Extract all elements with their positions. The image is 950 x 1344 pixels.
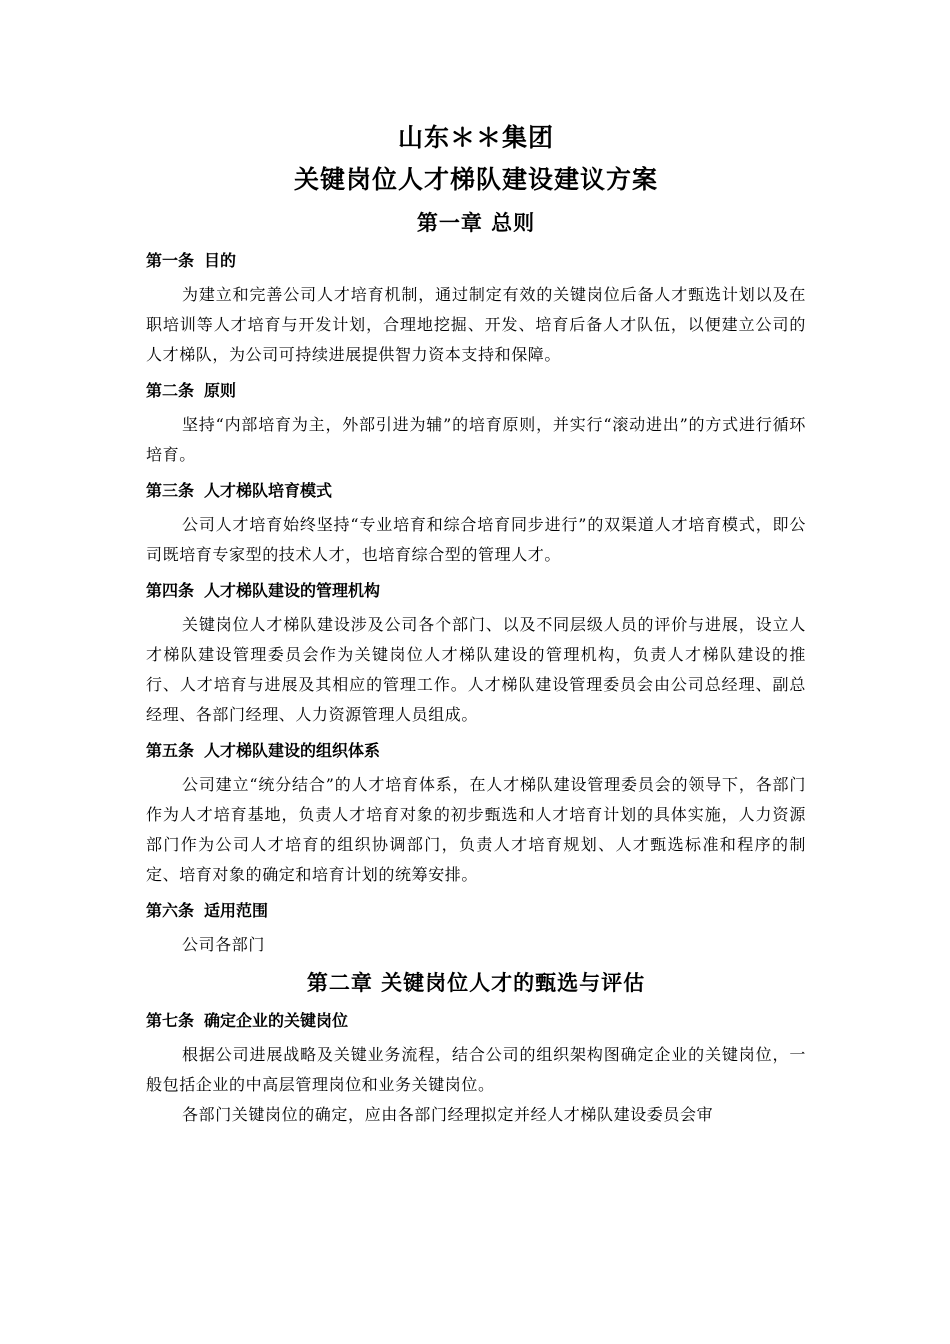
document-page (146, 118, 806, 1130)
article-paragraph: 为建立和完善公司人才培育机制，通过制定有效的关键岗位后备人才甄选计划以及在职培训等人才培育与开发计划，合理地挖掘、开发、培育后备人才队伍，以便建立公司的人才梯队，为公司可持续进展提供智力资本支持和保障。 (146, 285, 806, 364)
article-heading (146, 738, 806, 764)
article-title: 目的 (204, 251, 237, 270)
article-paragraph: 关键岗位人才梯队建设涉及公司各个部门、以及不同层级人员的评价与进展，设立人才梯队建设管理委员会作为关键岗位人才梯队建设的管理机构，负责人才梯队建设的推行、人才培育与进展及其相应的管理工作。人才梯队建设管理委员会由公司总经理、副总经理、各部门经理、人力资源管理人员组成。 (146, 615, 806, 724)
article-paragraph: 公司建立“统分结合”的人才培育体系，在人才梯队建设管理委员会的领导下，各部门作为人才培育基地，负责人才培育对象的初步甄选和人才培育计划的具体实施，人力资源部门作为公司人才培育的组织协调部门，负责人才培育规划、人才甄选标准和程序的制定、培育对象的确定和培育计划的统筹安排。 (146, 775, 806, 884)
article-number: 第五条 (146, 741, 195, 760)
article-number: 第二条 (146, 381, 195, 400)
article-paragraph: 公司人才培育始终坚持“专业培育和综合培育同步进行”的双渠道人才培育模式，即公司既培育专家型的技术人才，也培育综合型的管理人才。 (146, 515, 806, 564)
article-paragraph: 根据公司进展战略及关键业务流程，结合公司的组织架构图确定企业的关键岗位，一般包括企业的中高层管理岗位和业务关键岗位。 (146, 1045, 806, 1094)
article-heading (146, 248, 806, 274)
article-heading (146, 898, 806, 924)
article-title: 确定企业的关键岗位 (204, 1011, 349, 1030)
document-title-main: 关键岗位人才梯队建设建议方案 (293, 165, 658, 194)
article-title: 人才梯队培育模式 (204, 481, 333, 500)
article-heading (146, 1008, 806, 1034)
document-title-company: 山东＊＊集团 (397, 123, 554, 152)
article-number: 第一条 (146, 251, 195, 270)
article-number: 第六条 (146, 901, 195, 920)
article-number: 第三条 (146, 481, 195, 500)
article-heading (146, 378, 806, 404)
article-paragraph: 坚持“内部培育为主，外部引进为辅”的培育原则，并实行“滚动进出”的方式进行循环培育。 (146, 415, 806, 464)
article-number: 第四条 (146, 581, 195, 600)
article-title: 适用范围 (204, 901, 269, 920)
article-number: 第七条 (146, 1011, 195, 1030)
chapter-heading: 第一章 总则 (416, 211, 536, 235)
article-heading (146, 578, 806, 604)
article-title: 原则 (204, 381, 237, 400)
article-title: 人才梯队建设的管理机构 (204, 581, 381, 600)
article-title: 人才梯队建设的组织体系 (204, 741, 381, 760)
article-paragraph: 公司各部门 (182, 935, 266, 954)
article-heading (146, 478, 806, 504)
article-paragraph: 各部门关键岗位的确定，应由各部门经理拟定并经人才梯队建设委员会审 (182, 1105, 714, 1124)
chapter-heading: 第二章 关键岗位人才的甄选与评估 (306, 971, 646, 995)
